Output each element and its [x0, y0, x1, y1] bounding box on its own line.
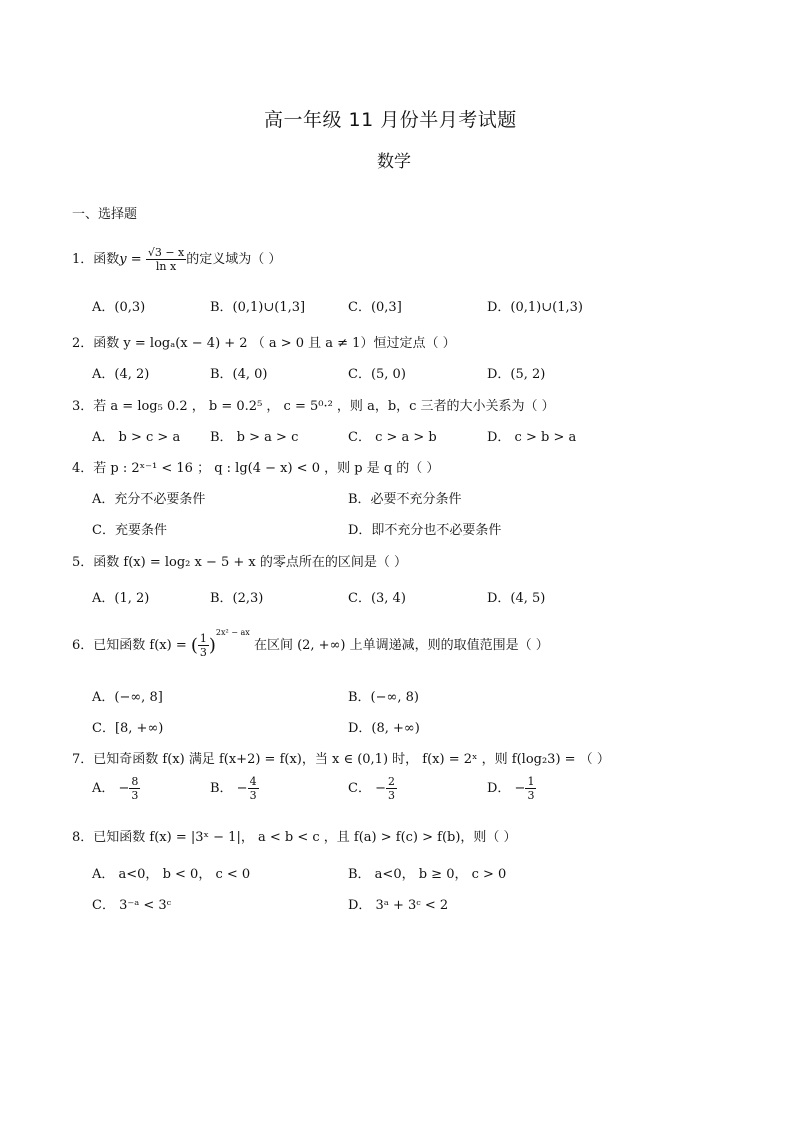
fraction	[198, 632, 209, 659]
question-stem: 函数	[93, 252, 120, 267]
question-number: 1．	[72, 252, 94, 267]
fraction-numerator: √3 − x	[147, 246, 185, 259]
option-b[interactable]: B．(0,1)∪(1,3]	[210, 300, 306, 315]
option-prefix: D． −	[487, 781, 526, 796]
question-stem: 已知奇函数 f(x) 满足 f(x+2) = f(x)，当 x ∈ (0,1) 时， f(x) = 2ˣ ，则 f(log₂3) = （ ）	[93, 752, 610, 767]
math-func: y =	[119, 252, 146, 267]
fraction-denominator: 3	[249, 789, 257, 802]
option-a[interactable]: A．充分不必要条件	[92, 492, 206, 507]
option-d[interactable]: D．(5, 2)	[487, 367, 546, 382]
option-a[interactable]	[92, 775, 140, 802]
fraction	[248, 775, 259, 802]
option-c[interactable]: C． 3⁻ᵃ < 3ᶜ	[92, 898, 172, 913]
question-number: 2．	[72, 336, 94, 351]
option-d[interactable]: D．即不充分也不必要条件	[348, 523, 502, 538]
option-a[interactable]: A． a<0， b < 0， c < 0	[92, 867, 251, 882]
fraction-denominator: 3	[527, 789, 535, 802]
question-number: 5．	[72, 555, 94, 570]
option-d[interactable]: D．(8, +∞)	[348, 721, 420, 736]
fraction	[129, 775, 140, 802]
option-b[interactable]: B．(4, 0)	[210, 367, 268, 382]
subject-title: 数学	[377, 152, 411, 172]
option-prefix: C． −	[348, 781, 386, 796]
question-number: 6．	[72, 638, 94, 653]
fraction-denominator: ln x	[155, 260, 177, 273]
fraction-numerator: 1	[199, 632, 207, 645]
question-stem: 已知函数 f(x) = |3ˣ − 1|， a < b < c ，且 f(a) > f(c) > f(b)，则（ ）	[93, 830, 517, 845]
option-d[interactable]	[487, 775, 536, 802]
left-paren: (	[190, 635, 198, 656]
page-title: 高一年级 11 月份半月考试题	[264, 109, 517, 131]
option-prefix: B． −	[210, 781, 248, 796]
question-7	[72, 748, 610, 767]
option-c[interactable]: C．(5, 0)	[348, 367, 406, 382]
option-c[interactable]: C．充要条件	[92, 523, 167, 538]
question-stem: 函数 y = logₐ(x − 4) + 2 （ a > 0 且 a ≠ 1）恒过定点（ ）	[93, 336, 456, 351]
option-b[interactable]: B． b > a > c	[210, 430, 299, 445]
question-number: 3．	[72, 399, 94, 414]
option-d[interactable]: D．(4, 5)	[487, 591, 546, 606]
question-number: 8．	[72, 830, 94, 845]
question-8	[72, 826, 517, 845]
fraction-denominator: 3	[199, 646, 207, 659]
option-a[interactable]: A． b > c > a	[92, 430, 181, 445]
question-number: 4．	[72, 461, 94, 476]
option-c[interactable]: C． c > a > b	[348, 430, 437, 445]
question-stem: 函数 f(x) = log₂ x − 5 + x 的零点所在的区间是（ ）	[93, 555, 408, 570]
fraction-numerator: 8	[131, 775, 139, 788]
question-2	[72, 332, 456, 351]
question-stem-end: 的定义域为（ ）	[186, 252, 282, 267]
option-d[interactable]: D． 3ᵃ + 3ᶜ < 2	[348, 898, 449, 913]
fraction	[386, 775, 397, 802]
fraction-denominator: 3	[387, 789, 395, 802]
fraction-numerator: 2	[387, 775, 395, 788]
option-c[interactable]: C．(3, 4)	[348, 591, 406, 606]
right-paren: )	[208, 635, 216, 656]
fraction-denominator: 3	[131, 789, 139, 802]
option-b[interactable]: B． a<0， b ≥ 0， c > 0	[348, 867, 507, 882]
question-stem: 若 a = log₅ 0.2 ， b = 0.2⁵ ， c = 5⁰·² ，则 a，b，c 三者的大小关系为（ ）	[93, 399, 555, 414]
fraction-numerator: 4	[249, 775, 257, 788]
option-d[interactable]: D．(0,1)∪(1,3)	[487, 300, 583, 315]
fraction-numerator: 1	[527, 775, 535, 788]
question-stem-end: 在区间 (2, +∞) 上单调递减，则的取值范围是（ ）	[249, 638, 549, 653]
option-c[interactable]: C．[8, +∞)	[92, 721, 164, 736]
option-c[interactable]: C．(0,3]	[348, 300, 402, 315]
exponent: 2x² − ax	[215, 628, 250, 637]
question-4	[72, 457, 439, 476]
option-b[interactable]: B．(−∞, 8)	[348, 690, 419, 705]
option-b[interactable]: B．必要不充分条件	[348, 492, 462, 507]
option-b[interactable]: B．(2,3)	[210, 591, 264, 606]
question-3	[72, 395, 555, 414]
option-a[interactable]: A．(−∞, 8]	[92, 690, 163, 705]
fraction	[525, 775, 536, 802]
option-a[interactable]: A．(4, 2)	[92, 367, 150, 382]
option-a[interactable]: A．(1, 2)	[92, 591, 150, 606]
section-heading: 一、选择题	[72, 207, 138, 222]
question-number: 7．	[72, 752, 94, 767]
option-prefix: A． −	[92, 781, 130, 796]
question-6	[72, 628, 549, 659]
option-a[interactable]: A．(0,3)	[92, 300, 146, 315]
option-c[interactable]	[348, 775, 397, 802]
option-d[interactable]: D． c > b > a	[487, 430, 577, 445]
question-stem: 若 p : 2ˣ⁻¹ < 16 ； q : lg(4 − x) < 0 ，则 p 是 q 的（ ）	[93, 461, 440, 476]
option-b[interactable]	[210, 775, 259, 802]
question-stem: 已知函数 f(x) =	[93, 638, 191, 653]
fraction	[146, 246, 186, 273]
question-5	[72, 551, 407, 570]
question-1	[72, 246, 281, 273]
